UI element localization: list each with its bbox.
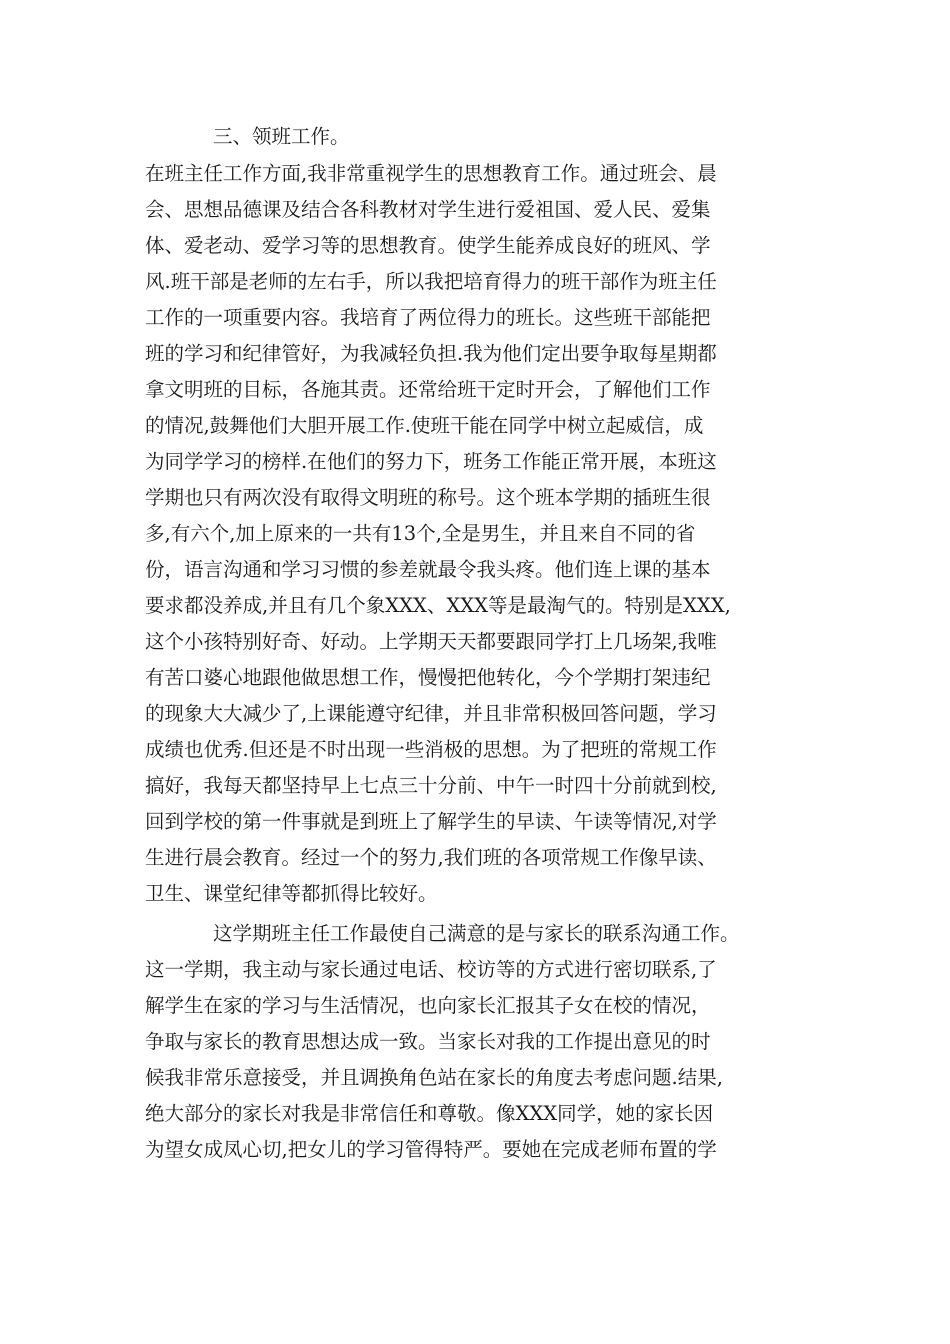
text-line: 为望女成凤心切,把女儿的学习管得特严。要她在完成老师布置的学 — [145, 1138, 717, 1161]
text-line: 这一学期，我主动与家长通过电话、校访等的方式进行密切联系,了 — [145, 958, 717, 981]
text-line: 有苦口婆心地跟他做思想工作，慢慢把他转化，今个学期打架违纪 — [145, 666, 711, 689]
text-line: 回到学校的第一件事就是到班上了解学生的早读、午读等情况,对学 — [145, 810, 717, 833]
text-line: 会、思想品德课及结合各科教材对学生进行爱祖国、爱人民、爱集 — [145, 198, 711, 221]
text-line: 拿文明班的目标，各施其责。还常给班干定时开会，了解他们工作 — [145, 378, 711, 401]
text-line: 争取与家长的教育思想达成一致。当家长对我的工作提出意见的时 — [145, 1030, 711, 1053]
text-line: 的现象大大减少了,上课能遵守纪律，并且非常积极回答问题，学习 — [145, 702, 717, 725]
text-line: 生进行晨会教育。经过一个的努力,我们班的各项常规工作像早读、 — [145, 846, 717, 869]
text-line: 搞好，我每天都坚持早上七点三十分前、中午一时四十分前就到校, — [145, 774, 717, 797]
text-line: 的情况,鼓舞他们大胆开展工作.使班干能在同学中树立起威信，成 — [145, 414, 704, 437]
text-line: 卫生、课堂纪律等都抓得比较好。 — [145, 882, 438, 905]
text-line: 这个小孩特别好奇、好动。上学期天天都要跟同学打上几场架,我唯 — [145, 630, 717, 653]
text-line: 候我非常乐意接受，并且调换角色站在家长的角度去考虑问题.结果, — [145, 1066, 723, 1089]
text-line: 份，语言沟通和学习习惯的参差就最令我头疼。他们连上课的基本 — [145, 558, 711, 581]
text-line: 要求都没养成,并且有几个象XXX、XXX等是最淘气的。特别是XXX, — [145, 594, 731, 617]
text-line: 在班主任工作方面,我非常重视学生的思想教育工作。通过班会、晨 — [145, 162, 717, 185]
text-line: 风.班干部是老师的左右手，所以我把培育得力的班干部作为班主任 — [145, 270, 717, 293]
text-line: 绝大部分的家长对我是非常信任和尊敬。像XXX同学，她的家长因 — [145, 1102, 714, 1125]
text-line: 这学期班主任工作最使自己满意的是与家长的联系沟通工作。 — [213, 922, 740, 945]
text-line: 工作的一项重要内容。我培育了两位得力的班长。这些班干部能把 — [145, 306, 711, 329]
text-line: 解学生在家的学习与生活情况，也向家长汇报其子女在校的情况， — [145, 994, 711, 1017]
text-line: 体、爱老动、爱学习等的思想教育。使学生能养成良好的班风、学 — [145, 234, 711, 257]
section-heading: 三、领班工作。 — [213, 125, 350, 148]
text-line: 为同学学习的榜样.在他们的努力下，班务工作能正常开展，本班这 — [145, 450, 717, 473]
text-line: 学期也只有两次没有取得文明班的称号。这个班本学期的插班生很 — [145, 486, 711, 509]
text-line: 成绩也优秀.但还是不时出现一些消极的思想。为了把班的常规工作 — [145, 738, 717, 761]
text-line: 多,有六个,加上原来的一共有13个,全是男生，并且来自不同的省 — [145, 522, 696, 545]
text-line: 班的学习和纪律管好，为我减轻负担.我为他们定出要争取每星期都 — [145, 342, 717, 365]
